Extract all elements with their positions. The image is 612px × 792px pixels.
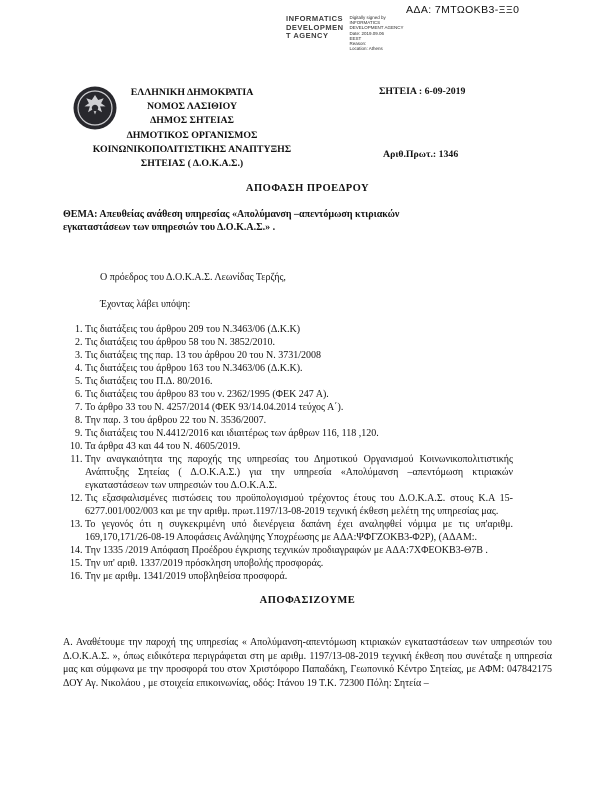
consideration-item: 13. Το γεγονός ότι η συγκεκριμένη υπό διενέργεια δαπάνη έχει αναληφθεί νόμιμα με τις υπ'αριθμ. 169,170,171/26-08-19 Αποφάσεις Ανάληψης Υποχρέωσης με ΑΔΑ:ΨΦΓΖΟΚΒ3-Φ2Ρ), (ΑΔΑΜ:. xyxy=(85,518,513,544)
consideration-item: 1. Τις διατάξεις του άρθρου 209 του Ν.3463/06 (Δ.Κ.Κ) xyxy=(85,323,513,336)
consideration-item: 2. Τις διατάξεις του άρθρου 58 του Ν. 3852/2010. xyxy=(85,336,513,349)
subject-text: Απευθείας ανάθεση υπηρεσίας «Απολύμανση –απεντόμωση κτιριακών εγκαταστάσεων των υπηρεσιών του Δ.Ο.Κ.Α.Σ.» . xyxy=(63,209,400,233)
consideration-item: 8. Την παρ. 3 του άρθρου 22 του Ν. 3536/2007. xyxy=(85,414,513,427)
consideration-item: 12. Τις εξασφαλισμένες πιστώσεις του προϋπολογισμού τρέχοντος έτους του Δ.Ο.Κ.Α.Σ. στους Κ.Α 15-6277.001/002/003 και με την αριθμ. πρωτ.1197/13-08-2019 τεχνική έκθεση μελέτη της υπηρεσίας μας. xyxy=(85,492,513,518)
consideration-item: 6. Τις διατάξεις του άρθρου 83 του ν. 2362/1995 (ΦΕΚ 247 Α). xyxy=(85,388,513,401)
org-line: ΔΗΜΟΤΙΚΟΣ ΟΡΓΑΝΙΣΜΟΣ xyxy=(126,129,258,141)
org-line: ΔΗΜΟΣ ΣΗΤΕΙΑΣ xyxy=(150,115,234,127)
having-regard-line: Έχοντας λάβει υπόψη: xyxy=(100,299,191,310)
ada-code: ΑΔΑ: 7ΜΤΩΟΚΒ3-ΞΞ0 xyxy=(406,4,520,16)
signature-agency-name xyxy=(286,15,344,41)
decision-paragraph: Α. Αναθέτουμε την παροχή της υπηρεσίας « Απολύμανση-απεντόμωση κτιριακών εγκαταστάσεων των υπηρεσιών του Δ.Ο.Κ.Α.Σ. », όπως ειδικότερα περιγράφεται στη με αριθμ. 1197/13-08-2019 τεχνική έκθεση που συνέταξε η υπηρεσία μας και σύμφωνα με την προσφορά του στον Χριστόφορο Παπαδάκη, Γεωπονικό Κέντρο Σητείας, με ΑΦΜ: 047842175 ΔΟΥ Αγ. Νικολάου , με στοιχεία επικοινωνίας, οδός: Ιτάνου 19 Τ.Κ. 72300 Πόλη: Σητεία – xyxy=(63,637,552,689)
subject-paragraph xyxy=(63,208,455,234)
digital-signature-stamp xyxy=(286,15,403,51)
consideration-item: 3. Τις διατάξεις της παρ. 13 του άρθρου 20 του Ν. 3731/2008 xyxy=(85,349,513,362)
org-line: ΕΛΛΗΝΙΚΗ ΔΗΜΟΚΡΑΤΙΑ xyxy=(130,87,254,98)
consideration-item: 14. Την 1335 /2019 Απόφαση Προέδρου έγκρισης τεχνικών προδιαγραφών με ΑΔΑ:7ΧΦΕΟΚΒ3-Θ7Β . xyxy=(85,544,513,557)
document-body xyxy=(63,178,552,690)
consideration-item: 7. Το άρθρο 33 του Ν. 4257/2014 (ΦΕΚ 93/14.04.2014 τεύχος Α΄). xyxy=(85,401,513,414)
signature-detail-line: Location: Athens xyxy=(349,46,383,52)
document-title: ΑΠΟΦΑΣΗ ΠΡΟΕΔΡΟΥ xyxy=(245,183,370,194)
signature-detail-line: Reason: xyxy=(349,41,367,47)
signature-detail-line: DEVELOPMENT AGENCY xyxy=(349,25,404,31)
org-line: ΝΟΜΟΣ ΛΑΣΙΘΙΟΥ xyxy=(146,101,238,113)
consideration-item: 5. Τις διατάξεις του Π.Δ. 80/2016. xyxy=(85,375,513,388)
signature-details-text xyxy=(350,15,404,51)
consideration-item: 11. Την αναγκαιότητα της παροχής της υπηρεσίας του Δημοτικού Οργανισμού Κοινωνικοπολιτιστικής Ανάπτυξης Σητείας ( Δ.Ο.Κ.Α.Σ.) για την υπηρεσία «Απολύμανση –απεντόμωση κτιριακών εγκαταστάσεων των υπηρεσιών του Δ.Ο.Κ.Α.Σ. xyxy=(85,453,513,492)
consideration-item: 9. Τις διατάξεις του Ν.4412/2016 και ιδιαιτέρως των άρθρων 116, 118 ,120. xyxy=(85,427,513,440)
signature-detail-line: INFORMATICS xyxy=(349,20,381,26)
protocol-number: Αριθ.Πρωτ.: 1346 xyxy=(383,149,459,160)
signature-agency-line: INFORMATICS xyxy=(286,14,344,23)
consideration-item: 4. Τις διατάξεις του άρθρου 163 του Ν.3463/06 (Δ.Κ.Κ). xyxy=(85,362,513,375)
place-and-date: ΣΗΤΕΙΑ : 6-09-2019 xyxy=(379,86,466,97)
subject-label: ΘΕΜΑ: xyxy=(63,209,98,220)
consideration-item: 15. Την υπ' αριθ. 1337/2019 πρόσκληση υποβολής προσφοράς. xyxy=(85,557,513,570)
president-line: Ο πρόεδρος του Δ.Ο.Κ.Α.Σ. Λεωνίδας Τερζής, xyxy=(100,272,286,283)
considerations-list xyxy=(63,323,513,583)
signature-detail-line: EEST xyxy=(349,35,362,41)
consideration-item: 16. Την με αριθμ. 1341/2019 υποβληθείσα προσφορά. xyxy=(85,570,513,583)
signature-agency-line: DEVELOPMEN xyxy=(286,22,344,32)
org-line: ΚΟΙΝΩΝΙΚΟΠΟΛΙΤΙΣΤΙΚΗΣ ΑΝΑΠΤΥΞΗΣ xyxy=(92,143,292,155)
signature-detail-line: Digitally signed by xyxy=(349,15,386,20)
consideration-item: 10. Τα άρθρα 43 και 44 του Ν. 4605/2019. xyxy=(85,440,513,453)
letterhead-org-block xyxy=(58,86,326,171)
signature-detail-line: Date: 2019.09.06 xyxy=(349,30,385,36)
org-line: ΣΗΤΕΙΑΣ ( Δ.Ο.Κ.Α.Σ.) xyxy=(140,158,244,170)
decision-heading: ΑΠΟΦΑΣΙΖΟΥΜΕ xyxy=(259,595,356,606)
signature-agency-line: T AGENCY xyxy=(286,31,329,41)
